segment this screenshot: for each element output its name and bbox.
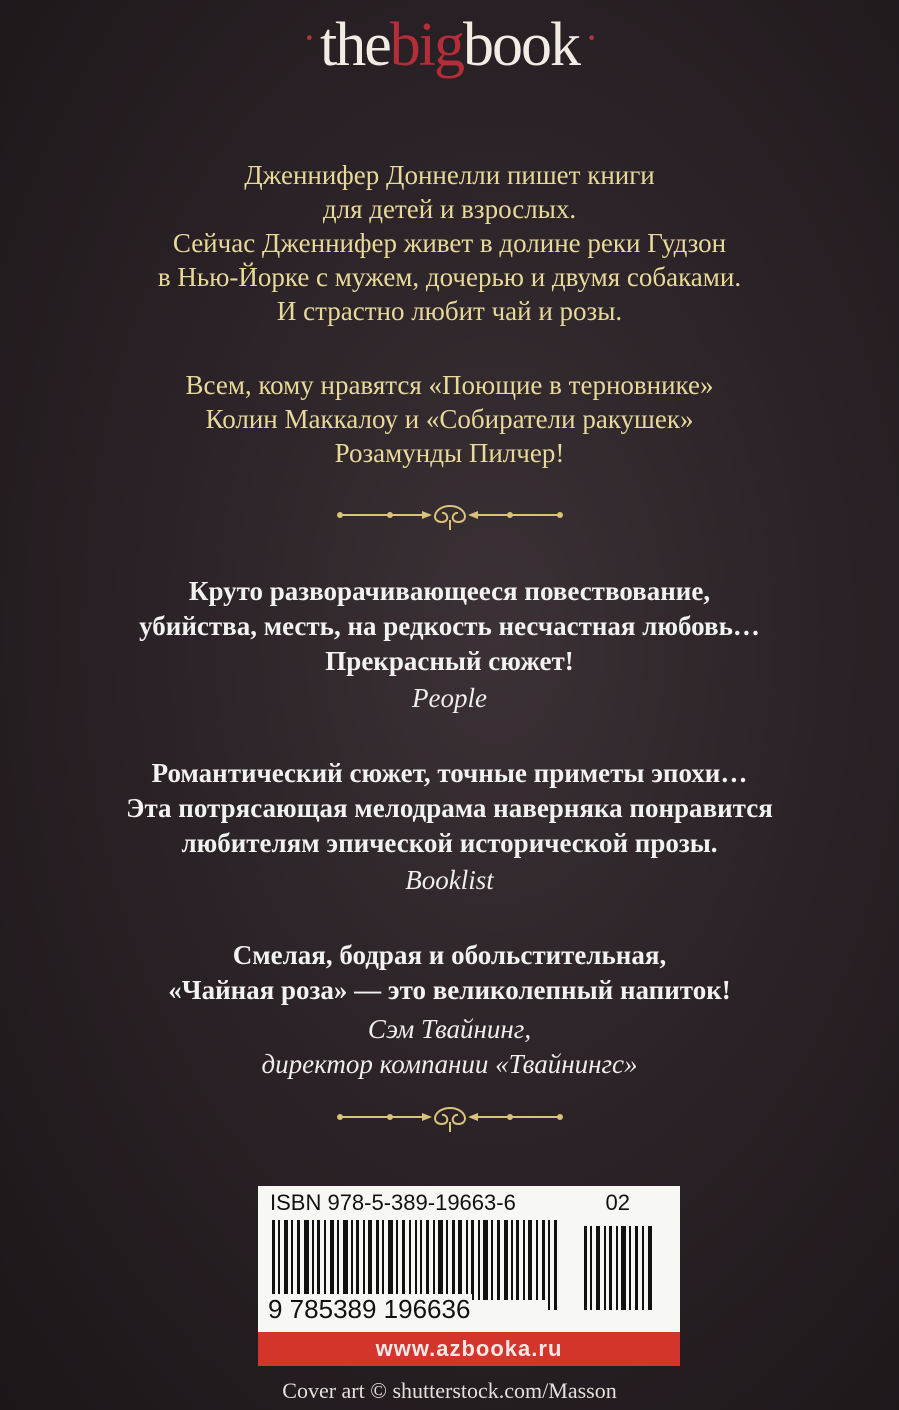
bio-line: для детей и взрослых.: [322, 194, 577, 224]
logo-big: big: [389, 11, 463, 79]
review-line: любителям эпической исторической прозы.: [181, 828, 718, 858]
publisher-url: www.azbooka.ru: [258, 1332, 680, 1366]
review-line: убийства, месть, на редкость несчастная любовь…: [139, 611, 760, 641]
barcode-label: [258, 1186, 680, 1366]
bio-line: в Нью-Йорке с мужем, дочерью и двумя собаками.: [157, 262, 742, 292]
review-source: директор компании «Твайнингс»: [261, 1049, 638, 1079]
bio-line: И страстно любит чай и розы.: [276, 296, 623, 326]
logo-the: the: [320, 11, 390, 79]
isbn-addon: 02: [605, 1190, 630, 1215]
logo-dot-left: ·: [302, 15, 314, 60]
review-source: People: [412, 683, 487, 713]
recommendation: [0, 368, 899, 470]
bio-line: Дженнифер Доннелли пишет книги: [244, 160, 655, 190]
divider-ornament-top: [330, 498, 570, 532]
review-source: Сэм Твайнинг,: [367, 1014, 532, 1044]
logo-dot-right: ·: [584, 15, 597, 60]
author-bio: [0, 158, 899, 328]
recommendation-line: Колин Маккалоу и «Собиратели ракушек»: [205, 404, 694, 434]
recommendation-line: Розамунды Пилчер!: [334, 438, 565, 468]
review-line: Круто разворачивающееся повествование,: [188, 576, 711, 606]
review-line: Романтический сюжет, точные приметы эпохи…: [151, 758, 748, 788]
recommendation-line: Всем, кому нравятся «Поющие в терновнике»: [185, 370, 714, 400]
barcode-digits: 9 785389 196636: [268, 1294, 471, 1324]
publisher-logo: [0, 11, 899, 79]
logo-book: book: [462, 11, 579, 79]
review-line: Смелая, бодрая и обольстительная,: [232, 940, 667, 970]
cover-credit: Cover art © shutterstock.com/Masson: [282, 1378, 617, 1403]
review-line: «Чайная роза» — это великолепный напиток!: [168, 975, 731, 1005]
review-line: Прекрасный сюжет!: [325, 646, 574, 676]
bio-line: Сейчас Дженнифер живет в долине реки Гудзон: [172, 228, 727, 258]
review-people: [0, 574, 899, 716]
review-twining: [0, 938, 899, 1082]
review-source: Booklist: [405, 865, 494, 895]
divider-ornament-bottom: [330, 1100, 570, 1134]
isbn-line: [270, 1190, 670, 1216]
review-booklist: [0, 756, 899, 898]
review-line: Эта потрясающая мелодрама наверняка понравится: [126, 793, 773, 823]
isbn-number: ISBN 978-5-389-19663-6: [270, 1190, 516, 1215]
